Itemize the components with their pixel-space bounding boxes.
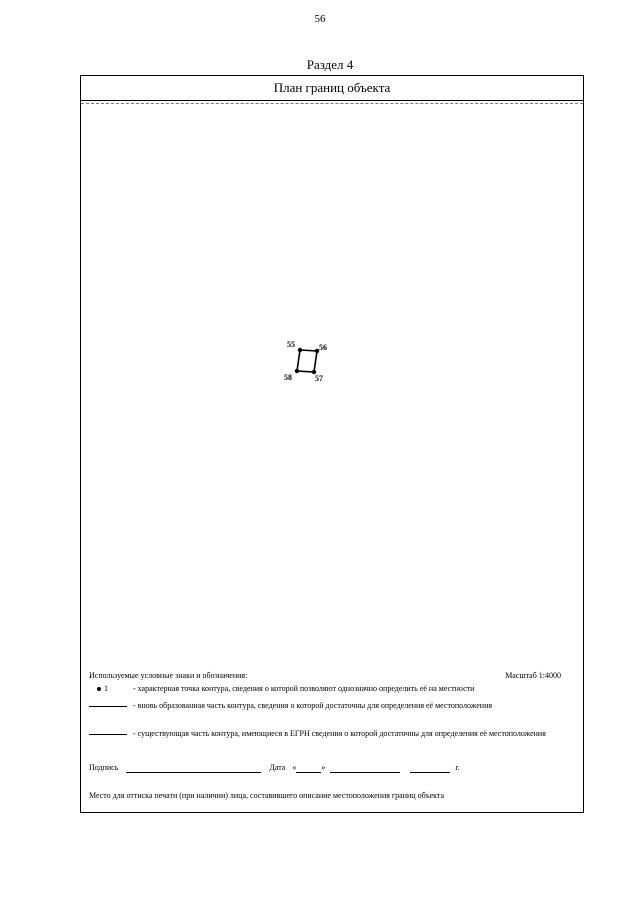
boundary-point-55 — [298, 348, 302, 352]
boundary-point-58 — [295, 369, 299, 373]
point-label-58: 58 — [284, 373, 292, 382]
point-label-56: 56 — [319, 343, 327, 352]
point-label-55: 55 — [287, 340, 295, 349]
date-year-field[interactable] — [410, 764, 450, 773]
new-part-description: - вновь образованная часть контура, сведения о которой достаточны для определения её местоположения — [133, 701, 493, 710]
point-dot-icon — [97, 687, 101, 691]
date-month-field[interactable] — [330, 764, 400, 773]
signature-field[interactable] — [126, 764, 261, 773]
existing-part-description: - существующая часть контура, имеющиеся в ЕГРН сведения о которой достаточны для определения её местоположения — [133, 729, 546, 738]
legend-title: Используемые условные знаки и обозначения: Масштаб 1:4000 — [89, 671, 561, 680]
scale-label: Масштаб 1:4000 — [505, 671, 561, 680]
plan-frame — [80, 75, 584, 813]
date-day-field[interactable] — [296, 764, 321, 773]
page-number: 56 — [314, 13, 326, 25]
point-description: - характерная точка контура, сведения о которой позволяют однозначно определить её на местности — [133, 684, 475, 693]
date-label: Дата — [269, 763, 286, 772]
section-title: Раздел 4 — [306, 57, 354, 72]
plan-title: План границ объекта — [81, 76, 583, 101]
point-symbol: 1 — [97, 684, 135, 694]
existing-part-line-icon — [89, 734, 127, 735]
stamp-text: Место для оттиска печати (при наличии) лица, составившего описание местоположения границ объекта — [89, 791, 445, 800]
signature-label: Подпись — [89, 763, 119, 772]
new-part-line-icon — [89, 706, 127, 707]
signature-row: Подпись Дата « » г. — [89, 763, 460, 772]
boundary-contour — [297, 350, 317, 372]
point-label-57: 57 — [315, 374, 323, 383]
